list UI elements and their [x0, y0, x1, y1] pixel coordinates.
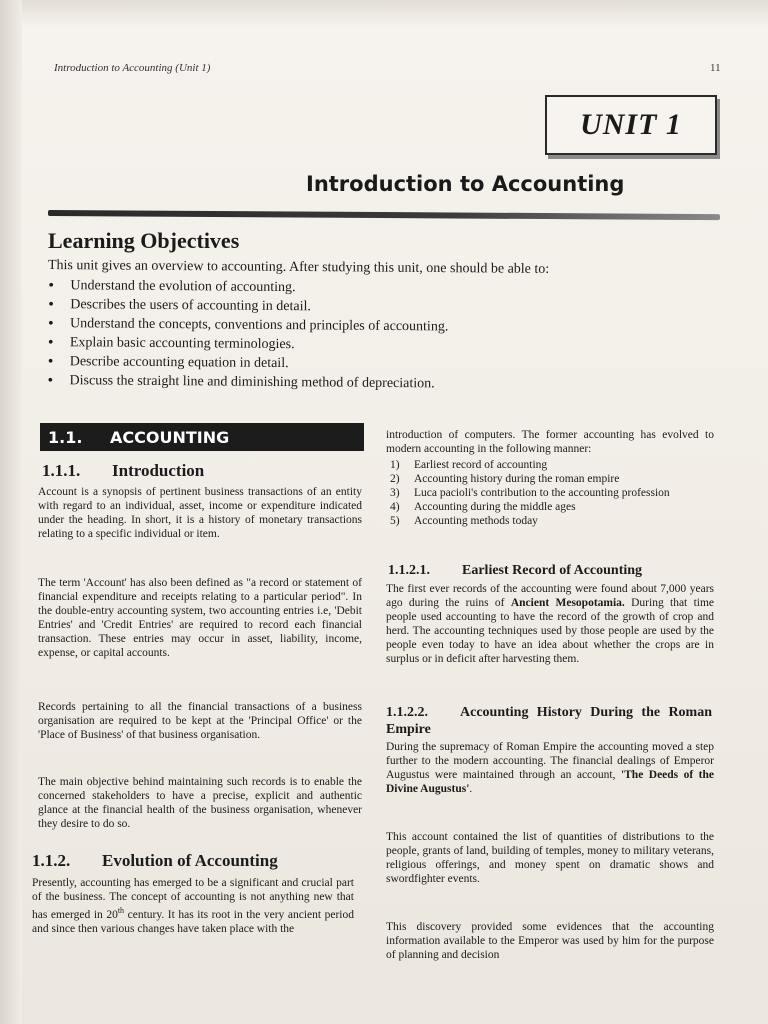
paragraph: Presently, accounting has emerged to be a significant and crucial part of the business. The concept of accounting is not anything new that has emerged in 20th century. It has its root in the very ancient period and since then various changes have taken place with the [32, 877, 354, 935]
left-column-body [38, 485, 362, 541]
chapter-title: Introduction to Accounting [306, 172, 625, 196]
right-column-body [386, 428, 714, 456]
bullet-icon: • [47, 371, 54, 389]
page-number: 11 [710, 62, 721, 74]
section-heading-bar [40, 423, 364, 451]
paragraph: This discovery provided some evidences that the accounting information available to the Emperor was used by him for the purpose of planning and decision [386, 921, 714, 961]
paragraph: Records pertaining to all the financial transactions of a business organisation are required to be kept at the 'Principal Office' or the 'Place of Business' of that business organisation. [38, 701, 362, 741]
learning-objectives-heading: Learning Objectives [48, 228, 240, 253]
bullet-icon: • [47, 352, 54, 370]
paragraph: The main objective behind maintaining such records is to enable the concerned stakeholders to have a precise, explicit and authentic glance at the financial health of the business organisation, whenever they desire to do so. [38, 776, 362, 830]
list-item: • Describe accounting equation in detail. [47, 352, 289, 371]
paragraph: This account contained the list of quantities of distributions to the people, grants of land, building of temples, money to military veterans, religious offerings, and money spent on dramatic shows and swordfighter events. [386, 831, 714, 885]
bullet-icon: • [48, 314, 54, 332]
bullet-icon: • [48, 276, 55, 294]
title-rule [48, 210, 720, 220]
learning-objectives-intro: This unit gives an overview to accounting. After studying this unit, one should be able to: [47, 258, 550, 277]
paragraph-block [386, 830, 714, 886]
list-item: • Explain basic accounting terminologies. [47, 333, 295, 352]
running-head: Introduction to Accounting (Unit 1) [54, 62, 211, 74]
subsection-heading-evolution: 1.1.2. Evolution of Accounting [32, 851, 278, 870]
paragraph: During the supremacy of Roman Empire the accounting moved a step further to the modern accounting. The financial dealings of Emperor Augustus were maintained through an account, 'The Deeds of the Divine Augustus'. [386, 741, 714, 795]
paragraph-block [32, 876, 354, 936]
evolution-list [390, 458, 720, 528]
paragraph-block [386, 582, 714, 666]
section-number: 1.1. [48, 427, 83, 447]
paragraph-block [38, 700, 362, 742]
unit-label: UNIT 1 [580, 108, 682, 141]
list-item: 3) Luca pacioli's contribution to the accounting profession [390, 487, 670, 499]
section-title: ACCOUNTING [110, 427, 230, 447]
list-item: 2) Accounting history during the roman empire [390, 473, 620, 485]
learning-objectives-list [48, 276, 449, 393]
page-binding-shadow [0, 0, 22, 1024]
paragraph: introduction of computers. The former accounting has evolved to modern accounting in the following manner: [386, 429, 714, 455]
page-top-shadow [0, 0, 768, 26]
bullet-icon: • [47, 333, 54, 351]
paragraph-block [38, 775, 362, 831]
list-item: • Discuss the straight line and diminishing method of depreciation. [47, 371, 435, 391]
paragraph-block [38, 576, 362, 660]
paragraph: The first ever records of the accounting were found about 7,000 years ago during the ruins of Ancient Mesopotamia. During that time people used accounting to have the record of the growth of crop and herd. The accounting techniques used by those people are used by the people even today to have an idea about whether the crops are in surplus or in deficit after harvesting them. [386, 583, 715, 665]
subsection-heading-introduction: 1.1.1. Introduction [42, 461, 205, 480]
list-item: • Understand the evolution of accounting. [48, 276, 296, 295]
paragraph-block [386, 920, 714, 962]
paragraph: The term 'Account' has also been defined as "a record or statement of financial expenditure and receipts relating to a particular period". In the double-entry accounting system, two accounting entries i.e, 'Debit Entries' and 'Credit Entries' are required to record each financial transaction. These entries may occur in asset, liability, income, expense, or capital accounts. [38, 577, 362, 659]
list-item: • Describes the users of accounting in detail. [48, 295, 311, 314]
list-item: 5) Accounting methods today [390, 515, 538, 527]
bullet-icon: • [48, 295, 54, 313]
paragraph: Account is a synopsis of pertinent business transactions of an entity with regard to an individual, asset, income or expenditure indicated under the heading. In short, it is a history of monetary transactions relating to a specific individual or item. [38, 486, 362, 540]
subsubsection-heading-roman-empire: 1.1.2.2. Accounting History During the Roman Empire [386, 705, 712, 737]
subsubsection-heading-earliest-record: 1.1.2.1. Earliest Record of Accounting [388, 563, 643, 578]
unit-label-box [545, 95, 717, 155]
list-item: 1) Earliest record of accounting [390, 459, 548, 471]
paragraph-block [386, 740, 714, 796]
list-item: 4) Accounting during the middle ages [390, 501, 576, 513]
list-item: • Understand the concepts, conventions and principles of accounting. [48, 314, 449, 334]
